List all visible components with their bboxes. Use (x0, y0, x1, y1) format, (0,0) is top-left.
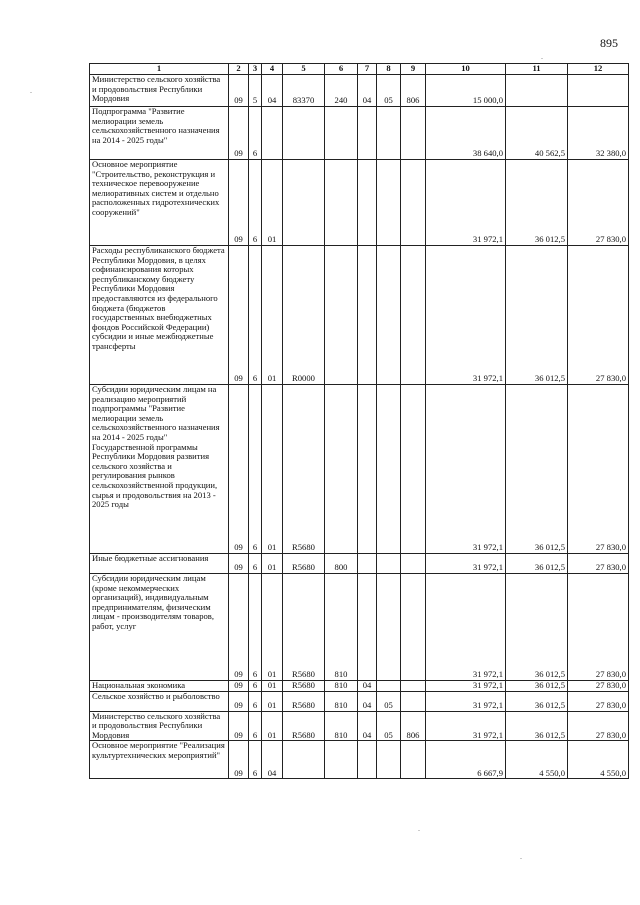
cell-c8 (377, 107, 401, 160)
cell-c12 (568, 75, 629, 107)
cell-c5 (283, 741, 325, 779)
cell-c4: 01 (262, 160, 283, 246)
cell-c10: 6 667,9 (426, 741, 506, 779)
cell-c10: 31 972,1 (426, 574, 506, 681)
cell-c6: 240 (325, 75, 358, 107)
cell-c5 (283, 107, 325, 160)
row-name: Министерство сельского хозяйства и продовольствия Республики Мордовия (92, 711, 221, 740)
cell-c5: R5680 (283, 554, 325, 574)
column-header: 4 (262, 64, 283, 75)
cell-c5: 83370 (283, 75, 325, 107)
scan-speck (541, 58, 543, 59)
cell-c7 (358, 246, 377, 385)
cell-c2: 09 (229, 107, 249, 160)
cell-c5: R5680 (283, 681, 325, 692)
cell-c11: 36 012,5 (506, 160, 568, 246)
cell-c2: 09 (229, 246, 249, 385)
cell-c7 (358, 554, 377, 574)
cell-c3: 6 (249, 681, 262, 692)
scan-speck (418, 830, 420, 831)
cell-c10: 38 640,0 (426, 107, 506, 160)
cell-c6 (325, 741, 358, 779)
row-name: Расходы республиканского бюджета Республики Мордовия, в целях софинансирования которых республиканскому бюджету Республики Мордовия предоставляются из федерального бюджета (бюджетов государственных внебюджетных фондов Российской Федерации) субсидии и иные межбюджетные трансферты (92, 245, 225, 351)
cell-c10: 31 972,1 (426, 246, 506, 385)
cell-c12: 27 830,0 (568, 554, 629, 574)
cell-c9: 806 (401, 711, 426, 741)
column-header: 5 (283, 64, 325, 75)
row-name-cell (90, 160, 229, 246)
cell-c2: 09 (229, 75, 249, 107)
table-row (90, 554, 629, 574)
cell-c5: R0000 (283, 246, 325, 385)
row-name-cell (90, 554, 229, 574)
cell-c6 (325, 160, 358, 246)
cell-c4: 01 (262, 691, 283, 711)
cell-c2: 09 (229, 554, 249, 574)
row-name-cell (90, 574, 229, 681)
cell-c9 (401, 681, 426, 692)
cell-c10: 31 972,1 (426, 691, 506, 711)
cell-c8 (377, 681, 401, 692)
table-row (90, 107, 629, 160)
column-header: 2 (229, 64, 249, 75)
column-header: 7 (358, 64, 377, 75)
cell-c11: 4 550,0 (506, 741, 568, 779)
cell-c3: 6 (249, 385, 262, 554)
column-header: 3 (249, 64, 262, 75)
cell-c10: 15 000,0 (426, 75, 506, 107)
cell-c11: 36 012,5 (506, 385, 568, 554)
row-name-cell (90, 741, 229, 779)
cell-c5: R5680 (283, 385, 325, 554)
page-number: 895 (600, 36, 618, 50)
table-row (90, 160, 629, 246)
cell-c11: 40 562,5 (506, 107, 568, 160)
cell-c4: 01 (262, 385, 283, 554)
row-name: Основное мероприятие "Строительство, реконструкция и техническое перевооружение мелиоративных систем и отдельно расположенных гидротехнических сооружений" (92, 159, 220, 217)
row-name: Сельское хозяйство и рыболовство (92, 691, 220, 701)
row-name-cell (90, 385, 229, 554)
cell-c12: 32 380,0 (568, 107, 629, 160)
cell-c9 (401, 741, 426, 779)
cell-c8 (377, 246, 401, 385)
cell-c4: 04 (262, 741, 283, 779)
row-name-cell (90, 75, 229, 107)
cell-c8 (377, 160, 401, 246)
cell-c3: 6 (249, 246, 262, 385)
cell-c5 (283, 160, 325, 246)
cell-c4: 01 (262, 554, 283, 574)
scan-speck (30, 92, 32, 93)
cell-c8: 05 (377, 711, 401, 741)
column-header: 6 (325, 64, 358, 75)
row-name-cell (90, 681, 229, 692)
cell-c2: 09 (229, 741, 249, 779)
cell-c9 (401, 160, 426, 246)
cell-c6: 800 (325, 554, 358, 574)
cell-c6: 810 (325, 574, 358, 681)
cell-c2: 09 (229, 574, 249, 681)
scan-speck (520, 858, 522, 859)
cell-c7 (358, 107, 377, 160)
table-row (90, 75, 629, 107)
cell-c2: 09 (229, 385, 249, 554)
cell-c4 (262, 107, 283, 160)
cell-c3: 5 (249, 75, 262, 107)
cell-c8: 05 (377, 691, 401, 711)
cell-c6 (325, 385, 358, 554)
row-name-cell (90, 246, 229, 385)
cell-c7: 04 (358, 711, 377, 741)
table-header-row (90, 64, 629, 75)
cell-c7: 04 (358, 681, 377, 692)
cell-c9 (401, 385, 426, 554)
cell-c3: 6 (249, 711, 262, 741)
table-row (90, 741, 629, 779)
cell-c9 (401, 691, 426, 711)
cell-c6 (325, 246, 358, 385)
table-row (90, 574, 629, 681)
row-name: Субсидии юридическим лицам (кроме некоммерческих организаций), индивидуальным предпринимателям, физическим лицам - производителям товаров, работ, услуг (92, 573, 214, 631)
row-name: Субсидии юридическим лицам на реализацию мероприятий подпрограммы "Развитие мелиорации земель сельскохозяйственного назначения на 2014 - 2025 годы" Государственной программы Республики Мордовия развития сельского хозяйства и регулирования рынков сельскохозяйственной продукции, сырья и продовольствия на 2013 - 2025 годы (92, 384, 220, 510)
table-row (90, 385, 629, 554)
cell-c6: 810 (325, 711, 358, 741)
cell-c9 (401, 107, 426, 160)
cell-c11: 36 012,5 (506, 246, 568, 385)
cell-c11: 36 012,5 (506, 554, 568, 574)
cell-c10: 31 972,1 (426, 554, 506, 574)
cell-c8 (377, 554, 401, 574)
row-name: Подпрограмма "Развитие мелиорации земель сельскохозяйственного назначения на 2014 - 2025 годы" (92, 106, 220, 145)
cell-c11: 36 012,5 (506, 711, 568, 741)
cell-c2: 09 (229, 711, 249, 741)
column-header: 12 (568, 64, 629, 75)
cell-c10: 31 972,1 (426, 681, 506, 692)
cell-c9 (401, 574, 426, 681)
cell-c12: 27 830,0 (568, 691, 629, 711)
row-name-cell (90, 691, 229, 711)
cell-c3: 6 (249, 554, 262, 574)
cell-c12: 27 830,0 (568, 385, 629, 554)
cell-c5: R5680 (283, 691, 325, 711)
cell-c5: R5680 (283, 711, 325, 741)
column-header: 10 (426, 64, 506, 75)
cell-c8: 05 (377, 75, 401, 107)
cell-c5: R5680 (283, 574, 325, 681)
cell-c3: 6 (249, 741, 262, 779)
cell-c3: 6 (249, 160, 262, 246)
cell-c11: 36 012,5 (506, 691, 568, 711)
cell-c12: 27 830,0 (568, 711, 629, 741)
cell-c12: 27 830,0 (568, 681, 629, 692)
cell-c11 (506, 75, 568, 107)
cell-c4: 01 (262, 246, 283, 385)
cell-c4: 01 (262, 711, 283, 741)
cell-c11: 36 012,5 (506, 681, 568, 692)
table-row (90, 681, 629, 692)
cell-c4: 01 (262, 574, 283, 681)
cell-c6: 810 (325, 691, 358, 711)
cell-c11: 36 012,5 (506, 574, 568, 681)
cell-c3: 6 (249, 574, 262, 681)
cell-c3: 6 (249, 691, 262, 711)
cell-c7 (358, 574, 377, 681)
cell-c12: 27 830,0 (568, 574, 629, 681)
table-row (90, 691, 629, 711)
cell-c7: 04 (358, 691, 377, 711)
row-name: Иные бюджетные ассигнования (92, 553, 209, 563)
row-name: Национальная экономика (92, 680, 186, 690)
row-name: Основное мероприятие "Реализация культуртехнических мероприятий" (92, 740, 225, 760)
cell-c9 (401, 554, 426, 574)
cell-c8 (377, 574, 401, 681)
cell-c4: 01 (262, 681, 283, 692)
cell-c8 (377, 741, 401, 779)
cell-c2: 09 (229, 691, 249, 711)
cell-c7 (358, 741, 377, 779)
cell-c4: 04 (262, 75, 283, 107)
cell-c12: 27 830,0 (568, 160, 629, 246)
column-header: 8 (377, 64, 401, 75)
row-name-cell (90, 107, 229, 160)
cell-c8 (377, 385, 401, 554)
cell-c7 (358, 385, 377, 554)
budget-table (89, 63, 629, 779)
cell-c7 (358, 160, 377, 246)
cell-c2: 09 (229, 160, 249, 246)
cell-c6 (325, 107, 358, 160)
cell-c10: 31 972,1 (426, 711, 506, 741)
row-name: Министерство сельского хозяйства и продовольствия Республики Мордовия (92, 74, 221, 104)
table-row (90, 711, 629, 741)
row-name-cell (90, 711, 229, 741)
cell-c9 (401, 246, 426, 385)
cell-c3: 6 (249, 107, 262, 160)
cell-c12: 4 550,0 (568, 741, 629, 779)
table-row (90, 246, 629, 385)
cell-c2: 09 (229, 681, 249, 692)
column-header: 9 (401, 64, 426, 75)
cell-c7: 04 (358, 75, 377, 107)
cell-c10: 31 972,1 (426, 160, 506, 246)
cell-c12: 27 830,0 (568, 246, 629, 385)
cell-c6: 810 (325, 681, 358, 692)
cell-c10: 31 972,1 (426, 385, 506, 554)
column-header: 11 (506, 64, 568, 75)
cell-c9: 806 (401, 75, 426, 107)
column-header: 1 (90, 64, 229, 75)
